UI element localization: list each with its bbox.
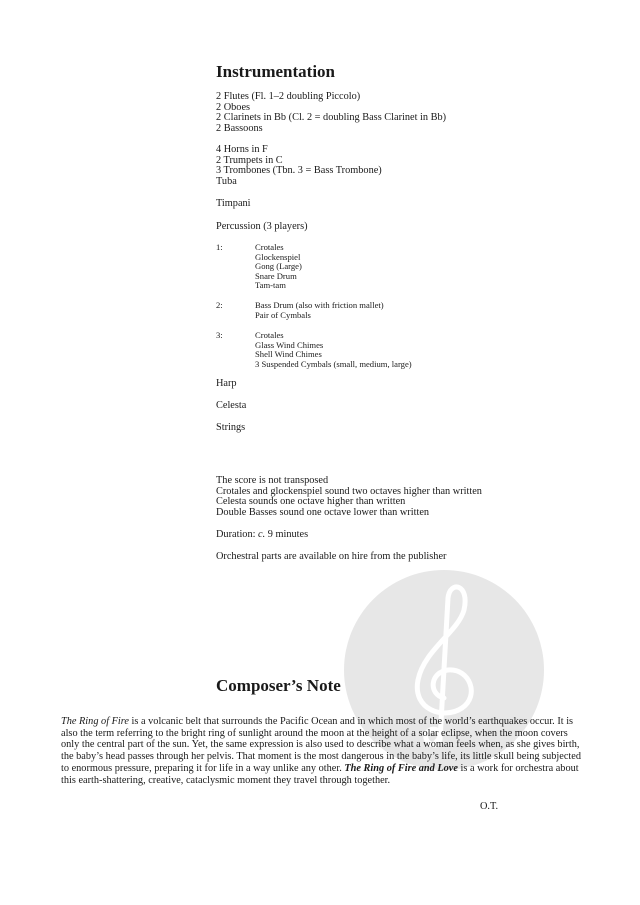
percussion-item: Crotales [255, 242, 284, 252]
woodwinds-list [216, 92, 446, 134]
percussion-item: 3 Suspended Cymbals (small, medium, large) [255, 358, 412, 369]
transposition-line: The score is not transposed [216, 475, 329, 486]
duration-circa: c. [258, 529, 266, 540]
percussion-item: Tam-tam [255, 280, 286, 290]
note-text-part-1: is a volcanic belt that surrounds the Pacific Ocean and in which most of the world’s earthquakes occur. It is also the term referring to the bright ring of sunlight around the moon at the height of a solar eclipse, when the moon covers only the central part of the sun. Yet, the same expression is also used to describe what a woman feels when, as she gives birth, the baby’s head passes through her pelvis. That moment is the most dangerous in the baby’s life, its little skull being subjected to enormous pressure, preparing it for life in a way unlike any other. [61, 716, 581, 774]
percussion-item: Bass Drum (also with friction mallet) [255, 300, 384, 310]
work-title-italic: The Ring of Fire [61, 716, 129, 727]
percussion-player-number: 1: [216, 242, 223, 252]
duration-line [216, 529, 308, 540]
composers-note-section [216, 676, 341, 696]
celesta-line: Celesta [216, 400, 247, 411]
percussion-item: Gong (Large) [255, 261, 302, 271]
percussion-player-3-list [255, 331, 412, 369]
woodwind-line: 2 Clarinets in Bb (Cl. 2 = doubling Bass Clarinet in Bb) [216, 112, 447, 123]
duration-prefix: Duration: [216, 529, 259, 540]
woodwind-line: 2 Oboes [216, 101, 251, 113]
brass-list [216, 145, 382, 187]
duration-value: 9 minutes [265, 529, 309, 540]
woodwind-line: 2 Bassoons [216, 122, 263, 134]
percussion-item: Glass Wind Chimes [255, 339, 324, 350]
percussion-item: Snare Drum [255, 270, 297, 281]
composers-note-paragraph [61, 716, 586, 786]
percussion-heading: Percussion (3 players) [216, 221, 308, 232]
brass-line: 2 Trumpets in C [216, 154, 283, 166]
instrumentation-section [216, 62, 335, 82]
percussion-item: Shell Wind Chimes [255, 349, 322, 359]
composers-note-title: Composer’s Note [216, 676, 341, 695]
woodwind-line: 2 Flutes (Fl. 1–2 doubling Piccolo) [216, 91, 361, 102]
percussion-player-number: 3: [216, 330, 223, 340]
percussion-item: Glockenspiel [255, 251, 301, 262]
note-text-part-2: is a work for orchestra about this earth-shattering, creative, cataclysmic moment they travel through together. [61, 762, 579, 786]
transposition-line: Celesta sounds one octave higher than written [216, 496, 406, 507]
percussion-item: Pair of Cymbals [255, 309, 311, 320]
work-title-bold: The Ring of Fire and Love [344, 762, 458, 774]
timpani-line: Timpani [216, 198, 251, 209]
strings-line: Strings [216, 422, 246, 433]
composer-signature: O.T. [480, 801, 499, 812]
parts-note: Orchestral parts are available on hire from the publisher [216, 551, 447, 562]
transposition-notes [216, 476, 482, 518]
percussion-player-1-list [255, 243, 302, 291]
brass-line: Tuba [216, 175, 237, 187]
transposition-line: Double Basses sound one octave lower than written [216, 506, 430, 518]
percussion-player-2-list [255, 301, 384, 320]
percussion-item: Crotales [255, 330, 284, 340]
brass-line: 3 Trombones (Tbn. 3 = Bass Trombone) [216, 165, 382, 176]
brass-line: 4 Horns in F [216, 144, 268, 155]
instrumentation-title: Instrumentation [216, 62, 336, 81]
percussion-player-number: 2: [216, 300, 223, 310]
harp-line: Harp [216, 378, 237, 389]
transposition-line: Crotales and glockenspiel sound two octaves higher than written [216, 485, 482, 497]
